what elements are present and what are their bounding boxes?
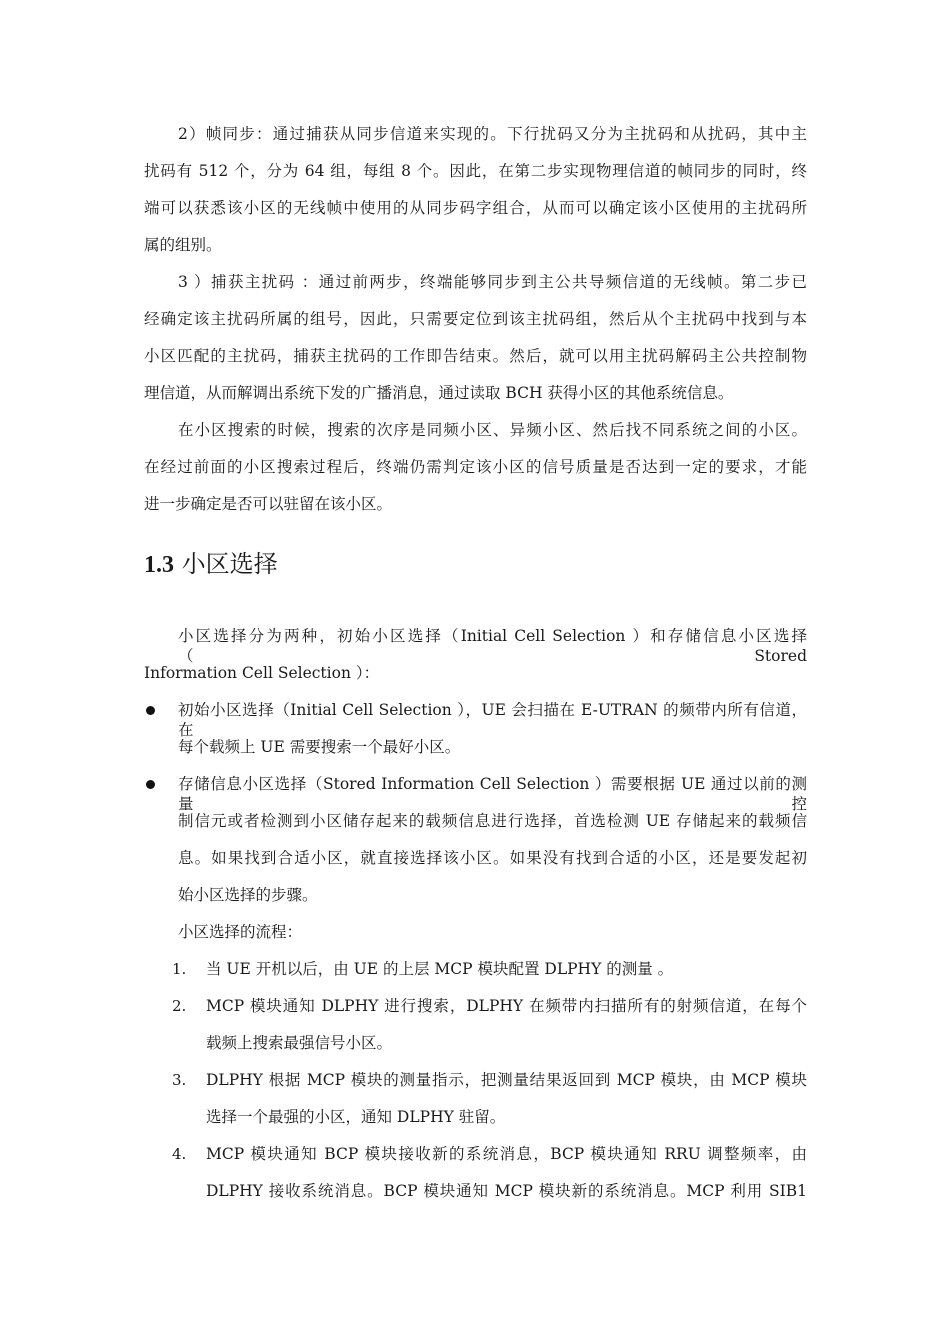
heading-number: 1.3: [144, 552, 174, 578]
text-line: MCP 模块通知 DLPHY 进行搜索，DLPHY 在频带内扫描所有的射频信道，在每个: [206, 997, 807, 1015]
text-line: Information Cell Selection ）：: [144, 664, 380, 682]
text-line: 在经过前面的小区搜索过程后，终端仍需判定该小区的信号质量是否达到一定的要求，才能: [144, 458, 807, 476]
text-line: 存储信息小区选择（Stored Information Cell Selection ）需要根据 UE 通过以前的测量控: [178, 775, 807, 813]
text-line: 息。如果找到合适小区，就直接选择该小区。如果没有找到合适的小区，还是要发起初: [178, 849, 807, 867]
text-line: 属的组别。: [144, 236, 222, 254]
bullet-dot: [146, 706, 155, 715]
text-line: 扰码有 512 个，分为 64 组，每组 8 个。因此，在第二步实现物理信道的帧同步的同时，终: [144, 162, 807, 180]
section-heading: [144, 548, 278, 581]
text-line: 小区选择分为两种，初始小区选择（Initial Cell Selection ）和存储信息小区选择（Stored: [178, 627, 807, 665]
text-line: 选择一个最强的小区，通知 DLPHY 驻留。: [206, 1108, 506, 1126]
text-line: 理信道，从而解调出系统下发的广播消息，通过读取 BCH 获得小区的其他系统信息。: [144, 384, 734, 402]
list-number: 1.: [172, 960, 187, 978]
list-number: 3.: [172, 1071, 187, 1089]
text-line: 制信元或者检测到小区储存起来的载频信息进行选择，首选检测 UE 存储起来的载频信: [178, 812, 807, 830]
flow-title: 小区选择的流程：: [178, 923, 303, 941]
text-line: 小区匹配的主扰码，捕获主扰码的工作即告结束。然后，就可以用主扰码解码主公共控制物: [144, 347, 807, 365]
heading-title: 小区选择: [181, 550, 278, 578]
bullet-dot: [146, 780, 155, 789]
text-line: 始小区选择的步骤。: [178, 886, 318, 904]
text-line: 初始小区选择（Initial Cell Selection ），UE 会扫描在 E-UTRAN 的频带内所有信道，在: [178, 701, 807, 739]
text-line: DLPHY 接收系统消息。BCP 模块通知 MCP 模块新的系统消息。MCP 利用 SIB1: [206, 1182, 807, 1200]
list-number: 4.: [172, 1145, 187, 1163]
text-line: 3 ）捕获主扰码 ：通过前两步，终端能够同步到主公共导频信道的无线帧。第二步已: [178, 273, 807, 291]
text-line: MCP 模块通知 BCP 模块接收新的系统消息，BCP 模块通知 RRU 调整频率，由: [206, 1145, 807, 1163]
text-line: 进一步确定是否可以驻留在该小区。: [144, 495, 393, 513]
text-line: 2）帧同步：通过捕获从同步信道来实现的。下行扰码又分为主扰码和从扰码，其中主: [178, 125, 807, 143]
list-number: 2.: [172, 997, 187, 1015]
text-line: 端可以获悉该小区的无线帧中使用的从同步码字组合，从而可以确定该小区使用的主扰码所: [144, 199, 807, 217]
text-line: DLPHY 根据 MCP 模块的测量指示，把测量结果返回到 MCP 模块，由 MCP 模块: [206, 1071, 807, 1089]
text-line: 载频上搜索最强信号小区。: [206, 1034, 393, 1052]
text-line: 经确定该主扰码所属的组号，因此，只需要定位到该主扰码组，然后从个主扰码中找到与本: [144, 310, 807, 328]
text-line: 每个载频上 UE 需要搜索一个最好小区。: [178, 738, 461, 756]
text-line: 在小区搜索的时候，搜索的次序是同频小区、异频小区、然后找不同系统之间的小区。: [178, 421, 807, 439]
text-line: 当 UE 开机以后，由 UE 的上层 MCP 模块配置 DLPHY 的测量 。: [206, 960, 674, 978]
